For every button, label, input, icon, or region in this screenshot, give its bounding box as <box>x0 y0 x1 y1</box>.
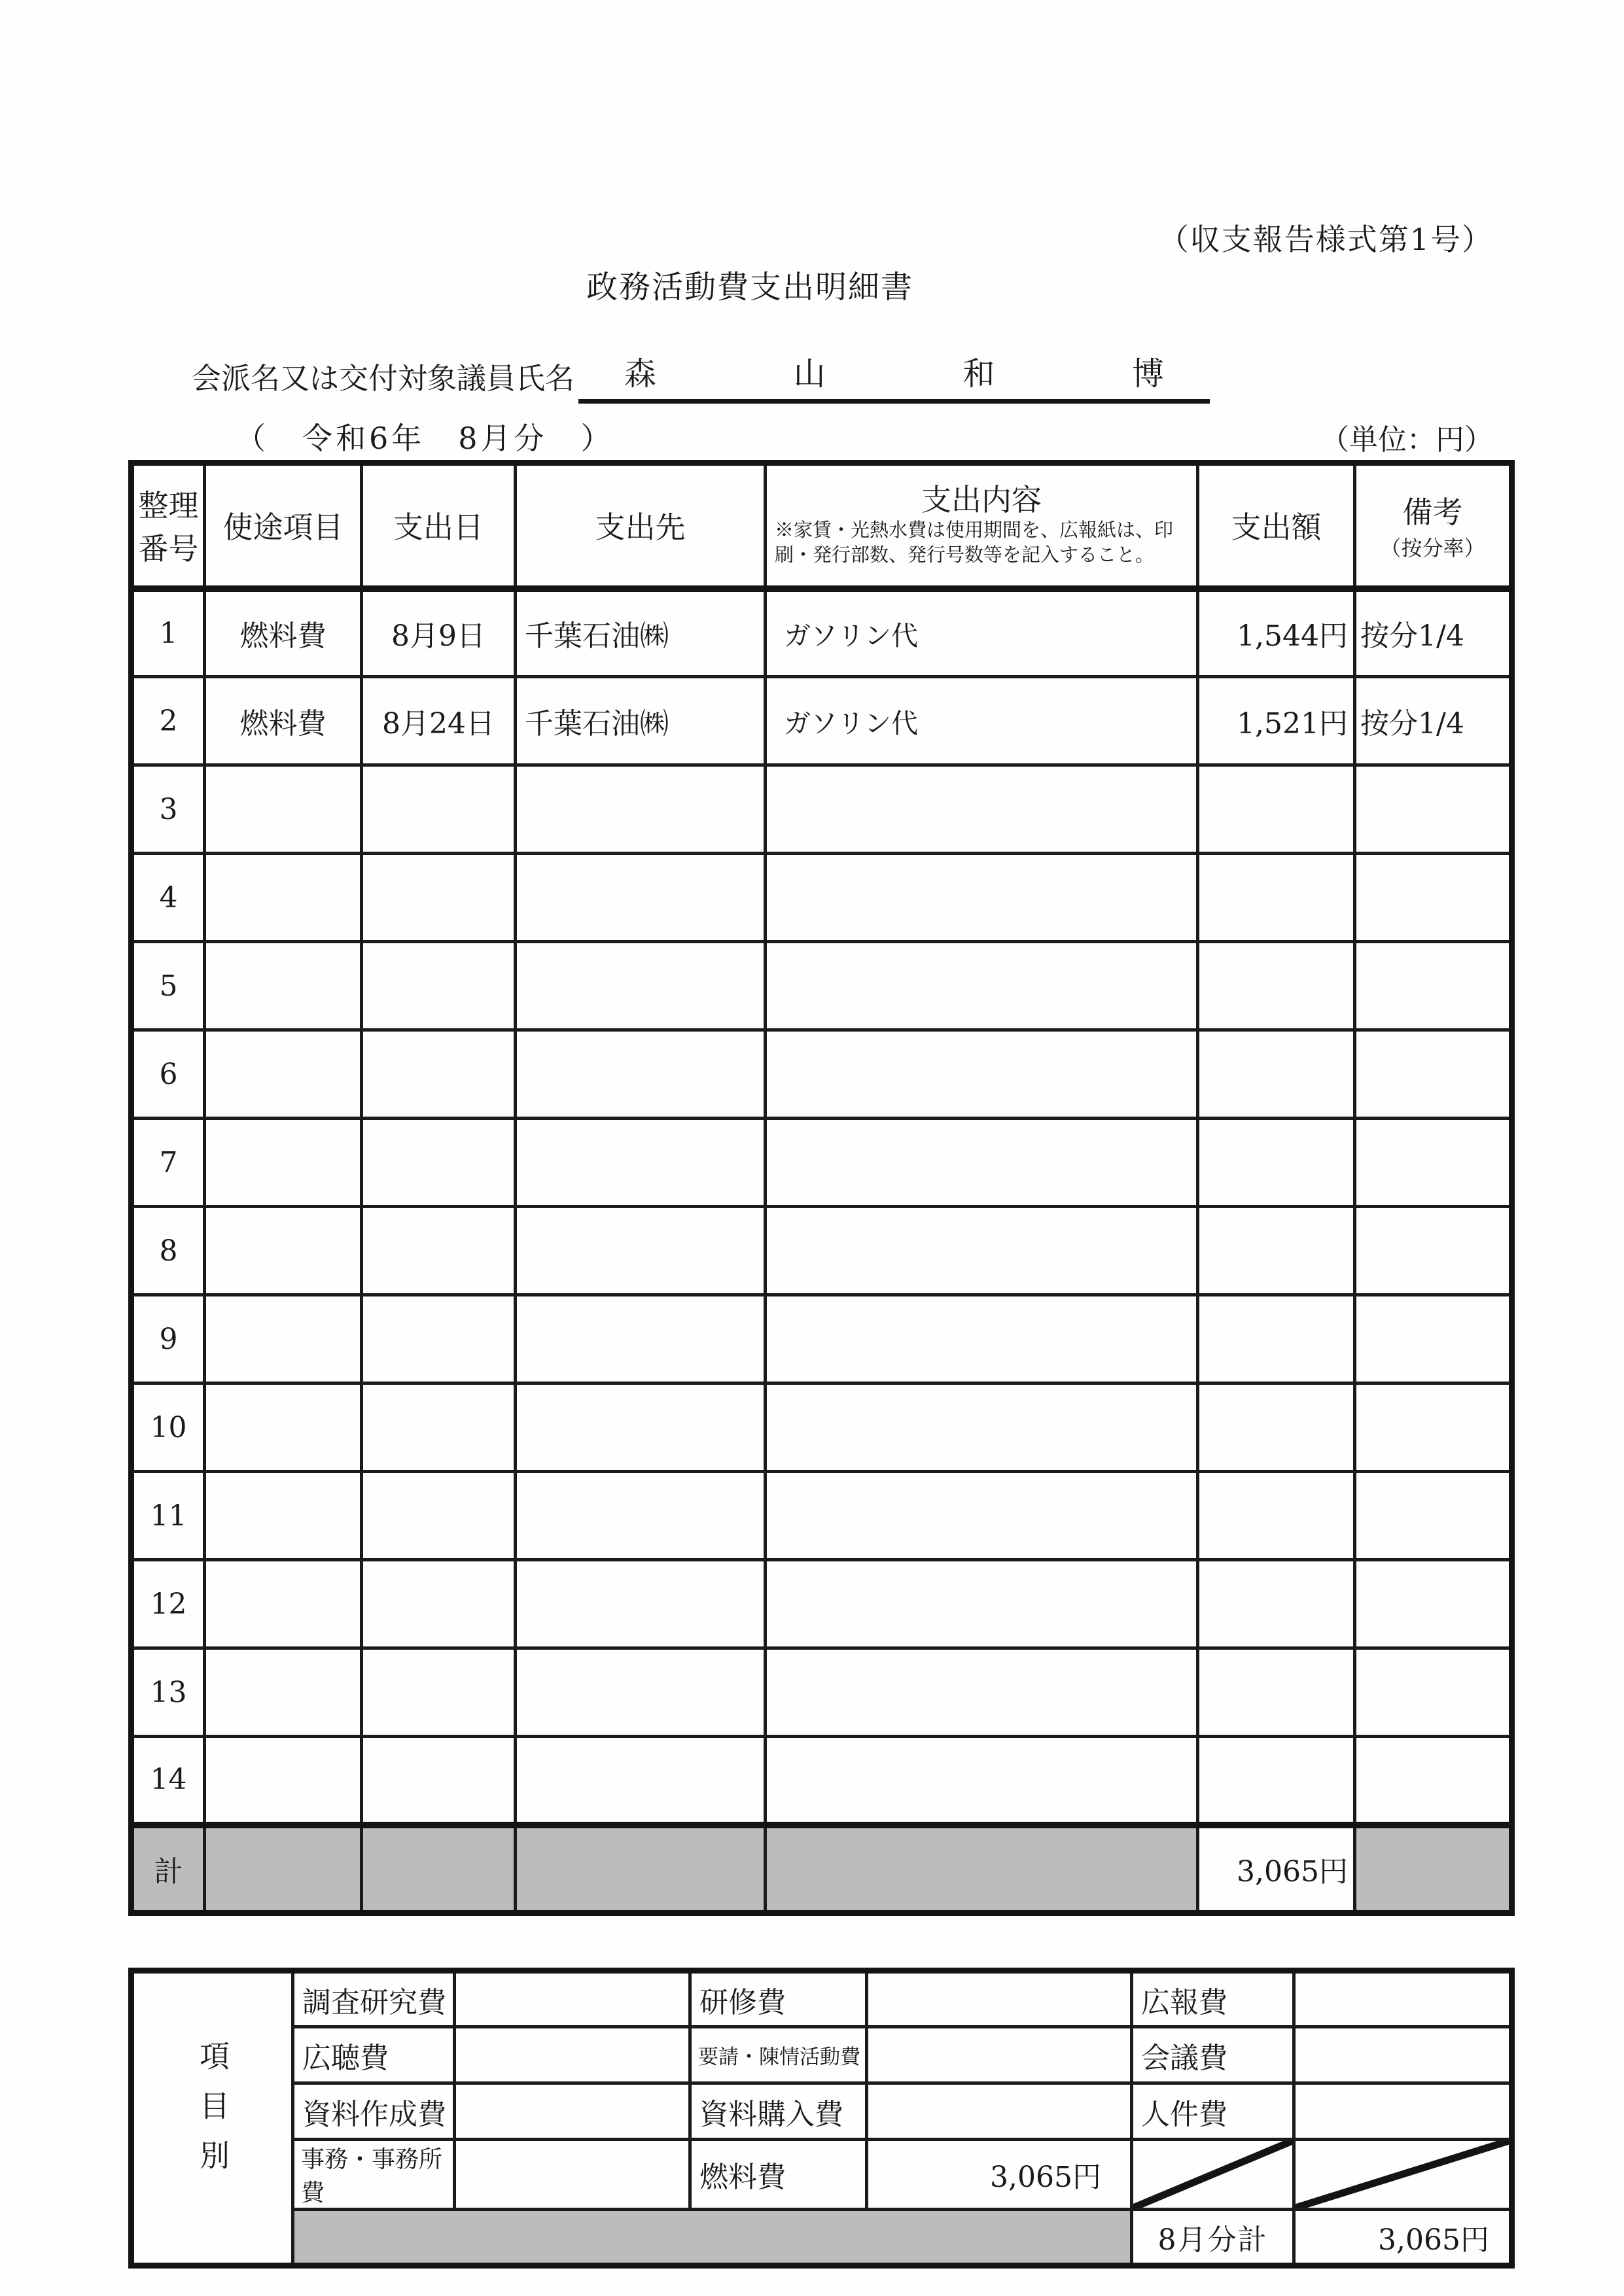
cell-category <box>205 1119 362 1207</box>
cell-payee: 千葉石油㈱ <box>516 589 766 677</box>
cell-no: 2 <box>132 677 205 765</box>
cell-date <box>362 942 516 1030</box>
member-name-line <box>192 349 1210 404</box>
cell-content <box>766 1119 1198 1207</box>
cell-remarks: 按分1/4 <box>1355 677 1512 765</box>
summary-value <box>1294 2027 1512 2083</box>
cell-amount <box>1198 1648 1355 1737</box>
summary-label: 人件費 <box>1132 2083 1294 2140</box>
cell-amount <box>1198 1119 1355 1207</box>
cell-category: 燃料費 <box>205 677 362 765</box>
cell-category <box>205 1560 362 1648</box>
cell-amount <box>1198 942 1355 1030</box>
cell-no: 4 <box>132 854 205 942</box>
header-content <box>766 463 1198 589</box>
summary-value <box>867 2027 1132 2083</box>
summary-label: 広聴費 <box>293 2027 455 2083</box>
cell-category <box>205 765 362 854</box>
slashed-cell <box>1132 2140 1294 2210</box>
summary-total-row <box>132 2210 1512 2266</box>
summary-value <box>867 1971 1132 2027</box>
form-number-note: （収支報告様式第1号） <box>1158 222 1493 257</box>
cell-no: 10 <box>132 1383 205 1472</box>
cell-payee <box>516 1383 766 1472</box>
cell-amount <box>1198 1737 1355 1825</box>
cell-category <box>205 942 362 1030</box>
cell-remarks <box>1355 854 1512 942</box>
summary-label: 会議費 <box>1132 2027 1294 2083</box>
member-name-label: 会派名又は交付対象議員氏名 <box>192 361 575 396</box>
cell-amount <box>1198 1030 1355 1119</box>
shaded-cell <box>1355 1825 1512 1913</box>
expense-row-1 <box>132 589 1512 677</box>
document-title: 政務活動費支出明細書 <box>586 269 914 305</box>
cell-content <box>766 1560 1198 1648</box>
cell-no: 14 <box>132 1737 205 1825</box>
expense-row-5 <box>132 942 1512 1030</box>
summary-value <box>867 2083 1132 2140</box>
cell-content <box>766 1472 1198 1560</box>
cell-remarks <box>1355 1648 1512 1737</box>
cell-remarks <box>1355 1472 1512 1560</box>
summary-row-1 <box>132 1971 1512 2027</box>
cell-remarks <box>1355 942 1512 1030</box>
cell-remarks <box>1355 765 1512 854</box>
cell-amount <box>1198 854 1355 942</box>
expense-row-13 <box>132 1648 1512 1737</box>
summary-label: 要請・陳情活動費 <box>690 2027 867 2083</box>
slashed-cell <box>1294 2140 1512 2210</box>
summary-row-4 <box>132 2140 1512 2210</box>
summary-value <box>455 2083 690 2140</box>
cell-content <box>766 1295 1198 1383</box>
summary-label: 事務・事務所費 <box>293 2140 455 2210</box>
cell-payee <box>516 854 766 942</box>
cell-date <box>362 1207 516 1295</box>
cell-no: 1 <box>132 589 205 677</box>
cell-content <box>766 1207 1198 1295</box>
member-name-value: 森山和博 <box>578 349 1210 404</box>
cell-category <box>205 1737 362 1825</box>
cell-no: 13 <box>132 1648 205 1737</box>
cell-amount <box>1198 1472 1355 1560</box>
cell-content: ガソリン代 <box>766 589 1198 677</box>
summary-label: 調査研究費 <box>293 1971 455 2027</box>
shaded-cell <box>205 1825 362 1913</box>
cell-amount <box>1198 1295 1355 1383</box>
expense-row-4 <box>132 854 1512 942</box>
cell-payee <box>516 1472 766 1560</box>
summary-row-2 <box>132 2027 1512 2083</box>
cell-category <box>205 1383 362 1472</box>
cell-payee <box>516 1207 766 1295</box>
header-remarks-sub: （按分率） <box>1380 536 1485 561</box>
cell-payee <box>516 1030 766 1119</box>
monthly-total-value: 3,065円 <box>1294 2210 1512 2266</box>
cell-remarks <box>1355 1207 1512 1295</box>
summary-value <box>455 2140 690 2210</box>
summary-value <box>1294 2083 1512 2140</box>
summary-value <box>455 1971 690 2027</box>
cell-category <box>205 1207 362 1295</box>
cell-amount <box>1198 1207 1355 1295</box>
header-remarks-title: 備考 <box>1402 495 1463 531</box>
header-content-title: 支出内容 <box>921 482 1042 518</box>
shaded-cell <box>362 1825 516 1913</box>
total-row <box>132 1825 1512 1913</box>
expense-row-10 <box>132 1383 1512 1472</box>
cell-content <box>766 1737 1198 1825</box>
summary-label: 資料購入費 <box>690 2083 867 2140</box>
shaded-span-cell <box>293 2210 1132 2266</box>
summary-value <box>1294 1971 1512 2027</box>
cell-content <box>766 1383 1198 1472</box>
unit-note: （単位：円） <box>1320 423 1493 457</box>
expense-detail-table <box>128 460 1515 1916</box>
expense-row-6 <box>132 1030 1512 1119</box>
cell-date: 8月9日 <box>362 589 516 677</box>
cell-payee <box>516 1295 766 1383</box>
header-category: 使途項目 <box>205 463 362 589</box>
cell-category <box>205 1030 362 1119</box>
cell-content <box>766 1030 1198 1119</box>
cell-remarks: 按分1/4 <box>1355 589 1512 677</box>
total-label-cell: 計 <box>132 1825 205 1913</box>
expense-row-11 <box>132 1472 1512 1560</box>
summary-label: 燃料費 <box>690 2140 867 2210</box>
cell-payee <box>516 1560 766 1648</box>
cell-amount <box>1198 1560 1355 1648</box>
expense-row-9 <box>132 1295 1512 1383</box>
cell-category <box>205 854 362 942</box>
header-payee: 支出先 <box>516 463 766 589</box>
cell-content <box>766 854 1198 942</box>
cell-date <box>362 854 516 942</box>
cell-date <box>362 1295 516 1383</box>
expense-row-8 <box>132 1207 1512 1295</box>
cell-date <box>362 1560 516 1648</box>
header-content-note: ※家賃・光熱水費は使用期間を、広報紙は、印刷・発行部数、発行号数等を記入すること。 <box>775 518 1174 566</box>
summary-row-3 <box>132 2083 1512 2140</box>
cell-date <box>362 1648 516 1737</box>
cell-content <box>766 942 1198 1030</box>
report-period: （ 令和6年 8月分 ） <box>236 421 614 456</box>
cell-amount: 1,521円 <box>1198 677 1355 765</box>
category-summary-table <box>128 1968 1515 2269</box>
cell-content <box>766 765 1198 854</box>
summary-label: 資料作成費 <box>293 2083 455 2140</box>
cell-remarks <box>1355 1560 1512 1648</box>
cell-date <box>362 1737 516 1825</box>
cell-date <box>362 765 516 854</box>
expense-row-12 <box>132 1560 1512 1648</box>
cell-no: 5 <box>132 942 205 1030</box>
monthly-total-label: 8月分計 <box>1132 2210 1294 2266</box>
summary-value: 3,065円 <box>867 2140 1132 2210</box>
cell-no: 9 <box>132 1295 205 1383</box>
cell-date <box>362 1472 516 1560</box>
header-date: 支出日 <box>362 463 516 589</box>
side-header-cell <box>132 1971 293 2266</box>
shaded-cell <box>766 1825 1198 1913</box>
cell-date <box>362 1030 516 1119</box>
cell-payee <box>516 765 766 854</box>
cell-date: 8月24日 <box>362 677 516 765</box>
shaded-cell <box>516 1825 766 1913</box>
cell-category: 燃料費 <box>205 589 362 677</box>
cell-remarks <box>1355 1295 1512 1383</box>
cell-remarks <box>1355 1030 1512 1119</box>
cell-category <box>205 1648 362 1737</box>
summary-label: 広報費 <box>1132 1971 1294 2027</box>
cell-amount <box>1198 765 1355 854</box>
cell-amount <box>1198 1383 1355 1472</box>
cell-amount: 1,544円 <box>1198 589 1355 677</box>
header-row <box>132 463 1512 589</box>
expense-row-7 <box>132 1119 1512 1207</box>
diagonal-slash-icon <box>1133 2141 1292 2208</box>
cell-category <box>205 1295 362 1383</box>
cell-content: ガソリン代 <box>766 677 1198 765</box>
cell-content <box>766 1648 1198 1737</box>
cell-remarks <box>1355 1737 1512 1825</box>
cell-remarks <box>1355 1119 1512 1207</box>
cell-payee <box>516 942 766 1030</box>
cell-remarks <box>1355 1383 1512 1472</box>
cell-no: 12 <box>132 1560 205 1648</box>
header-amount: 支出額 <box>1198 463 1355 589</box>
expense-row-14 <box>132 1737 1512 1825</box>
total-amount-cell: 3,065円 <box>1198 1825 1355 1913</box>
cell-no: 7 <box>132 1119 205 1207</box>
cell-date <box>362 1119 516 1207</box>
summary-label: 研修費 <box>690 1971 867 2027</box>
cell-no: 3 <box>132 765 205 854</box>
cell-no: 8 <box>132 1207 205 1295</box>
header-no: 整理番号 <box>132 463 205 589</box>
cell-date <box>362 1383 516 1472</box>
cell-payee: 千葉石油㈱ <box>516 677 766 765</box>
cell-payee <box>516 1119 766 1207</box>
cell-no: 6 <box>132 1030 205 1119</box>
cell-no: 11 <box>132 1472 205 1560</box>
header-remarks <box>1355 463 1512 589</box>
cell-category <box>205 1472 362 1560</box>
cell-payee <box>516 1648 766 1737</box>
expense-row-2 <box>132 677 1512 765</box>
side-header-label: 項目別 <box>195 2040 230 2189</box>
expense-row-3 <box>132 765 1512 854</box>
cell-payee <box>516 1737 766 1825</box>
diagonal-slash-icon <box>1296 2141 1509 2208</box>
summary-value <box>455 2027 690 2083</box>
